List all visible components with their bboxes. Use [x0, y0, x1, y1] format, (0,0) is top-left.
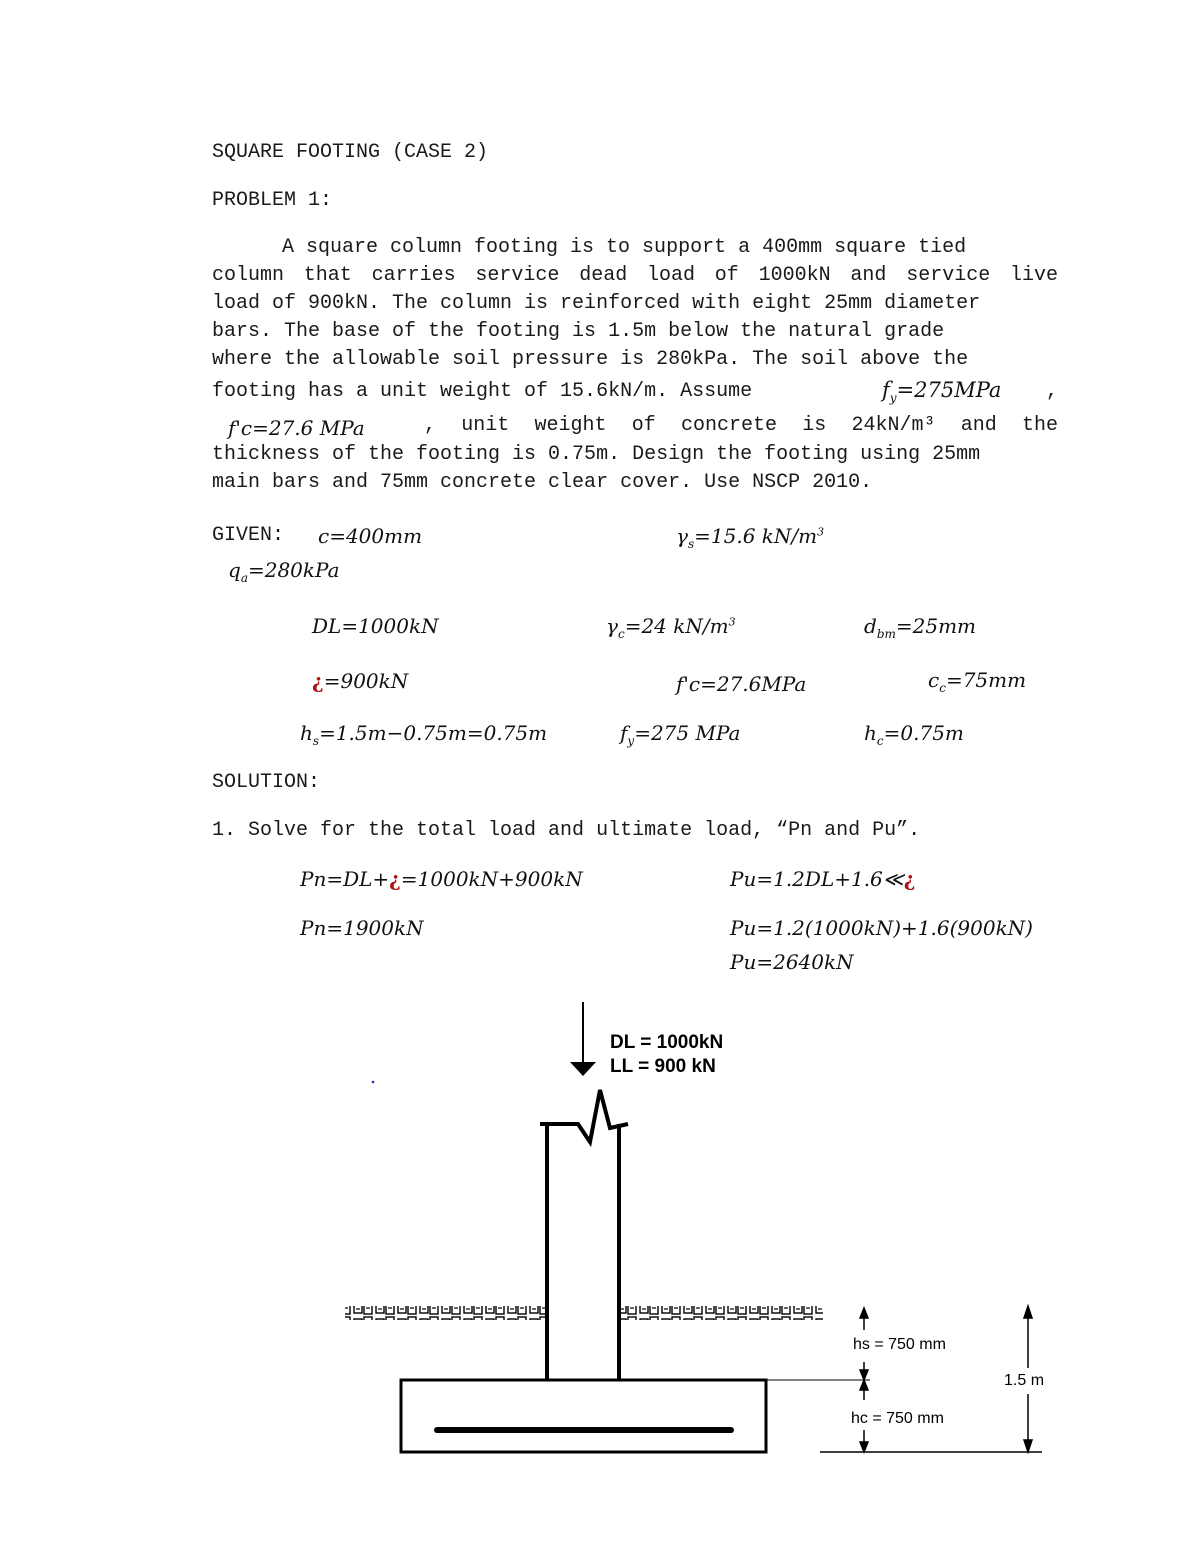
problem-line-9: main bars and 75mm concrete clear cover. Use NSCP 2010.	[212, 471, 873, 494]
problem-line-1: A square column footing is to support a 400mm square tied	[282, 236, 967, 259]
load-ll-label: LL = 900 kN	[610, 1056, 716, 1077]
hc-dimension-label: hc = 750 mm	[851, 1410, 944, 1427]
given-hs: $h_s=1.5m-0.75m=0.75m$	[300, 721, 548, 748]
problem-line-4: bars. The base of the footing is 1.5m below the natural grade	[212, 320, 945, 343]
column	[540, 1090, 628, 1380]
problem-line-2: column that carries service dead load of 1000kN and service live	[212, 264, 1058, 287]
pn-equation-1: Pn=DL+¿=1000kN+900kN	[300, 867, 583, 891]
pu-equation-1: Pu=1.2DL+1.6≪¿	[730, 867, 916, 891]
given-dl: DL=1000kN	[312, 614, 439, 638]
comma: ,	[1046, 380, 1059, 403]
load-arrow-icon	[570, 1002, 596, 1076]
page-title: SQUARE FOOTING (CASE 2)	[212, 141, 489, 164]
pn-equation-2: Pn=1900kN	[300, 916, 424, 940]
given-gamma-s: $\gamma_s=15.6$ $kN/m^3$	[676, 524, 825, 551]
given-fy: $f_y=275$ MPa	[620, 721, 741, 748]
solution-label: SOLUTION:	[212, 771, 321, 794]
given-ll: ¿=900kN	[312, 669, 409, 693]
problem-heading: PROBLEM 1:	[212, 189, 333, 212]
problem-line-8: thickness of the footing is 0.75m. Design the footing using 25mm	[212, 443, 981, 466]
fc-equation: f'c=27.6 MPa	[228, 416, 365, 440]
total-depth-label: 1.5 m	[1004, 1372, 1045, 1389]
soil-hatch-right	[619, 1306, 823, 1320]
given-gamma-c: $\gamma_c=24$ $kN/m^3$	[606, 614, 736, 641]
hs-dimension-label: hs = 750 mm	[853, 1336, 946, 1353]
pu-equation-3: Pu=2640kN	[730, 950, 854, 974]
given-cc: $c_c=75mm$	[928, 668, 1027, 695]
fy-equation: $f_y=275MPa$	[882, 378, 1002, 406]
problem-line-5: where the allowable soil pressure is 280kPa. The soil above the	[212, 348, 969, 371]
given-c: c=400mm	[318, 524, 423, 548]
given-fc: f'c=27.6MPa	[676, 672, 807, 696]
given-hc: $h_c=0.75m$	[864, 721, 964, 748]
soil-hatch-left	[345, 1306, 547, 1320]
footing-base	[401, 1380, 766, 1452]
given-qa: $q_a=280kPa$	[228, 558, 340, 585]
problem-line-6: footing has a unit weight of 15.6kN/m. Assume	[212, 380, 753, 403]
pu-equation-2: Pu=1.2(1000kN)+1.6(900kN)	[730, 916, 1033, 940]
given-label: GIVEN:	[212, 524, 285, 547]
solution-step-1: 1. Solve for the total load and ultimate load, “Pn and Pu”.	[212, 819, 921, 842]
problem-line-7: , unit weight of concrete is 24kN/m³ and the	[424, 414, 1058, 437]
given-dbm: $d_{bm}=25mm$	[864, 614, 977, 641]
problem-line-3: load of 900kN. The column is reinforced with eight 25mm diameter	[212, 292, 981, 315]
load-dl-label: DL = 1000kN	[610, 1032, 724, 1053]
